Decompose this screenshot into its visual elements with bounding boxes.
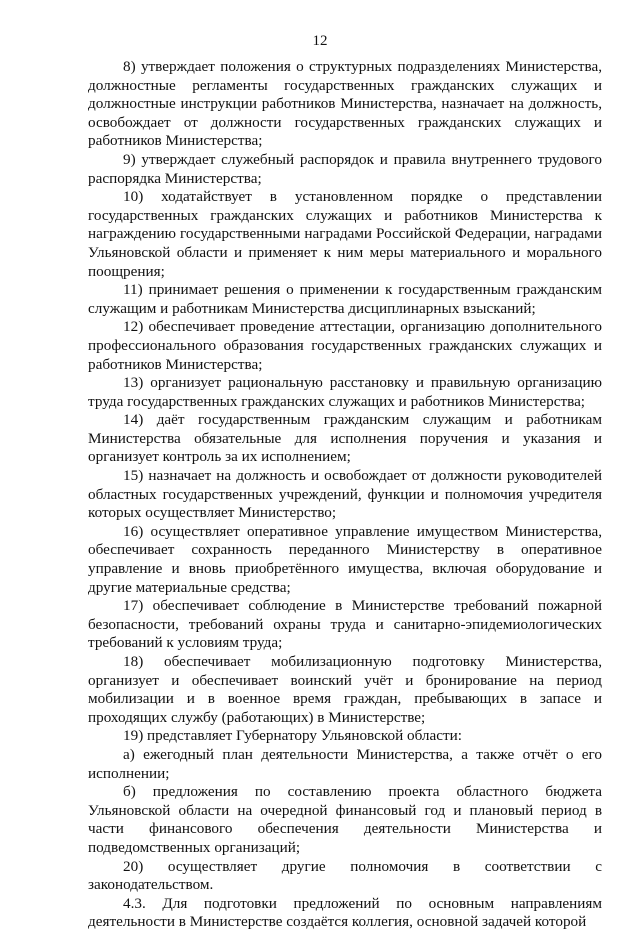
paragraph: 17) обеспечивает соблюдение в Министерстве требований пожарной безопасности, требований охраны труда и санитарно-эпидемиологических требований к условиям труда;: [88, 597, 602, 652]
paragraph: 12) обеспечивает проведение аттестации, организацию дополнительного профессионального образования государственных гражданских служащих и работников Министерства;: [88, 318, 602, 373]
paragraph: 14) даёт государственным гражданским служащим и работникам Министерства обязательные для исполнения поручения и указания и организует контроль за их исполнением;: [88, 411, 602, 466]
paragraph: 15) назначает на должность и освобождает от должности руководителей областных государственных учреждений, функции и полномочия учредителя которых осуществляет Министерство;: [88, 467, 602, 522]
paragraph: 8) утверждает положения о структурных подразделениях Министерства, должностные регламенты государственных гражданских служащих и должностные инструкции работников Министерства, назначает на должность, освобождает от должности государственных гражданских служащих и работников Министерства;: [88, 58, 602, 150]
paragraph: 10) ходатайствует в установленном порядке о представлении государственных гражданских служащих и работников Министерства к награждению государственными наградами Российской Федерации, наградами Ульяновской области и применяет к ним меры материального и морального поощрения;: [88, 188, 602, 280]
paragraph: 9) утверждает служебный распорядок и правила внутреннего трудового распорядка Министерства;: [88, 150, 602, 187]
paragraph: 19) представляет Губернатору Ульяновской области:: [123, 727, 462, 745]
page-number: 12: [312, 33, 328, 49]
document-body: [88, 58, 602, 932]
paragraph: б) предложения по составлению проекта областного бюджета Ульяновской области на очередной финансовый год и плановый период в части финансового обеспечения деятельности Министерства и подведомственных организаций;: [88, 783, 602, 856]
paragraph: 13) организует рациональную расстановку и правильную организацию труда государственных гражданских служащих и работников Министерства;: [88, 374, 602, 410]
paragraph: 18) обеспечивает мобилизационную подготовку Министерства, организует и обеспечивает воинский учёт и бронирование на период мобилизации и в военное время граждан, пребывающих в запасе и проходящих службу (работающих) в Министерстве;: [88, 653, 602, 726]
paragraph: 11) принимает решения о применении к государственным гражданским служащим и работникам Министерства дисциплинарных взысканий;: [88, 281, 602, 317]
paragraph: а) ежегодный план деятельности Министерства, а также отчёт о его исполнении;: [88, 745, 602, 782]
paragraph: 16) осуществляет оперативное управление имуществом Министерства, обеспечивает сохранность переданного Министерству в оперативное управление и вновь приобретённого имущества, включая оборудование и другие материальные средства;: [88, 522, 602, 596]
paragraph: 4.3. Для подготовки предложений по основным направлениям деятельности в Министерстве создаётся коллегия, основной задачей которой: [88, 894, 602, 931]
paragraph: 20) осуществляет другие полномочия в соответствии с законодательством.: [88, 857, 602, 894]
